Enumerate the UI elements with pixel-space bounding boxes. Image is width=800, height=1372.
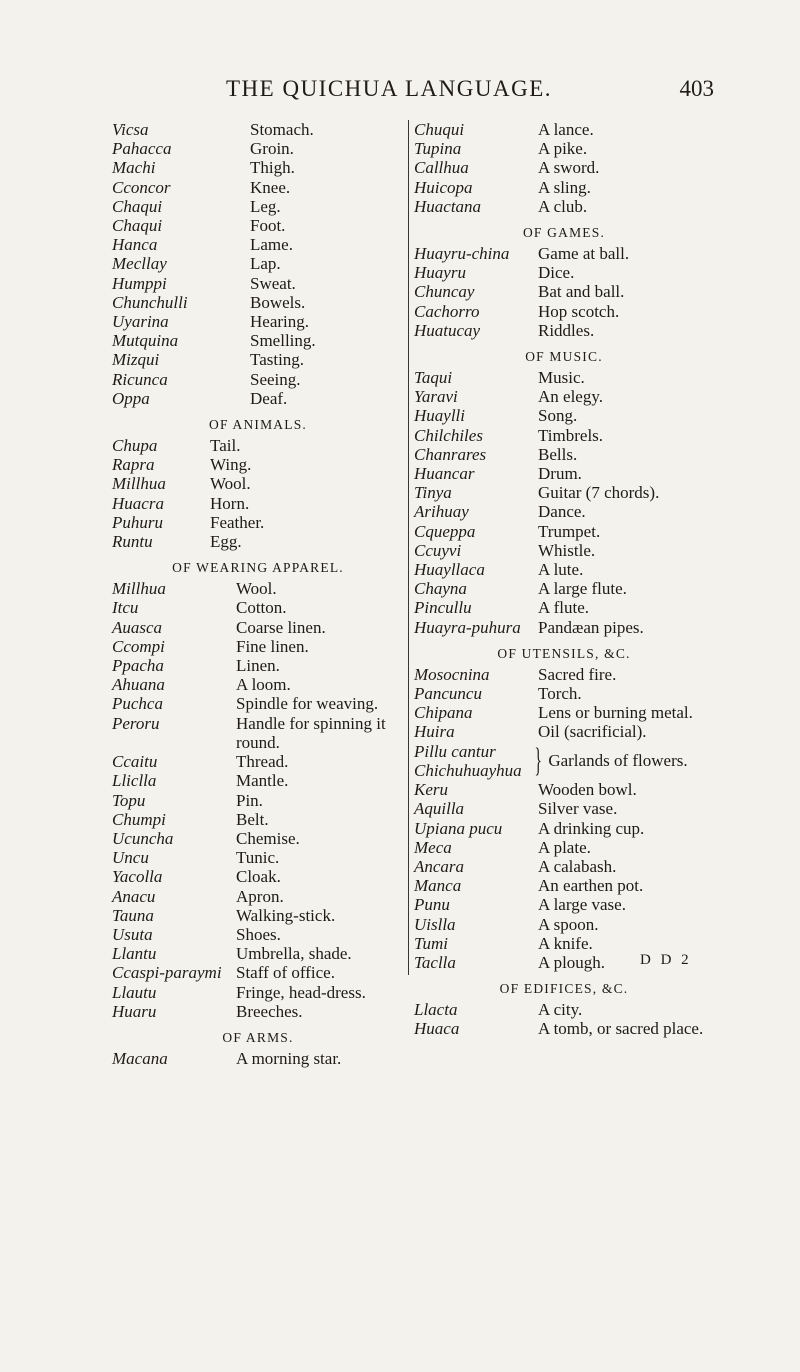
dictionary-entry — [112, 983, 404, 1002]
entry-definition: Sweat. — [250, 273, 296, 293]
entry-definition: A flute. — [538, 598, 589, 618]
entry-definition: A lance. — [538, 120, 594, 139]
entry-definition: Stomach. — [250, 120, 314, 139]
entry-definition: Wool. — [210, 474, 251, 494]
entry-term: Chipana — [414, 703, 473, 723]
entry-definition: A large flute. — [538, 579, 627, 599]
entry-term: Huancar — [414, 464, 475, 484]
entry-term: Punu — [414, 895, 450, 915]
entry-definition: Riddles. — [538, 320, 595, 340]
dictionary-entry — [112, 1049, 404, 1068]
entry-definition: Foot. — [250, 216, 286, 236]
dictionary-entry — [112, 389, 404, 408]
dictionary-entry — [112, 598, 404, 617]
dictionary-entry — [112, 370, 404, 389]
dictionary-entry — [414, 703, 714, 722]
entry-term: Chichuhuayhua — [414, 760, 522, 780]
entry-term: Tauna — [112, 905, 154, 925]
dictionary-entry — [414, 876, 714, 895]
entry-definition: Umbrella, shade. — [236, 944, 352, 964]
dictionary-entry — [112, 810, 404, 829]
entry-term: Uncu — [112, 848, 149, 868]
entry-definition: Game at ball. — [538, 244, 630, 264]
entry-definition: Smelling. — [250, 331, 316, 351]
entry-term: Chaqui — [112, 216, 163, 236]
entry-definition: Belt. — [236, 809, 269, 829]
entry-term: Chuncay — [414, 282, 475, 302]
entry-definition: A plough. — [538, 952, 606, 972]
dictionary-entry — [414, 197, 714, 216]
entry-definition: Hearing. — [250, 312, 310, 332]
entry-definition: Tunic. — [236, 848, 280, 868]
entry-definition: Wooden bowl. — [538, 780, 637, 800]
dictionary-entry — [112, 120, 404, 139]
entry-term: Millhua — [112, 579, 166, 599]
dictionary-entry — [414, 819, 714, 838]
dictionary-entry — [414, 780, 714, 799]
dictionary-entry — [414, 406, 714, 425]
entry-term: Vicsa — [112, 120, 149, 139]
dictionary-entry — [112, 637, 404, 656]
section-weapons — [414, 120, 714, 216]
entry-definition: A sword. — [538, 158, 600, 178]
entry-term: Ucuncha — [112, 828, 174, 848]
dictionary-entry — [112, 455, 404, 474]
entry-term: Machi — [112, 158, 156, 178]
dictionary-entry — [112, 675, 404, 694]
entry-definition: Garlands of flowers. — [548, 751, 688, 771]
section-title: OF ARMS. — [222, 1029, 294, 1045]
dictionary-entry — [112, 771, 404, 790]
dictionary-entry — [112, 618, 404, 637]
dictionary-entry — [414, 1000, 714, 1019]
brace-entry-garlands — [414, 742, 714, 780]
dictionary-entry — [112, 1002, 404, 1021]
entry-term: Uyarina — [112, 312, 169, 332]
dictionary-entry — [414, 139, 714, 158]
dictionary-entry — [112, 436, 404, 455]
entry-term: Pancuncu — [414, 684, 482, 704]
entry-definition: Bat and ball. — [538, 282, 625, 302]
dictionary-entry — [414, 618, 714, 637]
entry-term: Usuta — [112, 924, 153, 944]
entry-definition: Breeches. — [236, 1001, 303, 1021]
entry-definition: A drinking cup. — [538, 818, 645, 838]
entry-definition: Staff of office. — [236, 963, 335, 983]
entry-definition: Wool. — [236, 579, 277, 599]
entry-term: Pillu cantur — [414, 741, 496, 761]
entry-definition: Thread. — [236, 752, 289, 772]
section-apparel — [112, 560, 404, 1021]
entry-term: Itcu — [112, 598, 139, 618]
entry-definition: A city. — [538, 1000, 583, 1020]
entry-definition: Egg. — [210, 532, 242, 552]
entry-term: Manca — [414, 876, 462, 896]
entry-definition: Lame. — [250, 235, 293, 255]
entry-term: Cconcor — [112, 177, 171, 197]
entry-term: Puchca — [112, 694, 163, 714]
entry-definition: Bowels. — [250, 292, 306, 312]
entry-definition: Bells. — [538, 444, 578, 464]
dictionary-entry — [112, 513, 404, 532]
entry-definition: Torch. — [538, 684, 582, 704]
section-title: OF MUSIC. — [525, 349, 603, 365]
dictionary-entry — [112, 312, 404, 331]
entry-term: Mutquina — [112, 331, 179, 351]
dictionary-entry — [112, 752, 404, 771]
dictionary-entry — [112, 474, 404, 493]
entry-term: Llacta — [414, 1000, 458, 1020]
entry-definition: A lute. — [538, 560, 584, 580]
entry-definition: Deaf. — [250, 388, 288, 408]
dictionary-entry — [414, 522, 714, 541]
dictionary-entry — [414, 915, 714, 934]
entry-term: Huacra — [112, 493, 164, 513]
dictionary-entry — [414, 598, 714, 617]
section-utensils — [414, 646, 714, 972]
entry-term: Cachorro — [414, 301, 480, 321]
entry-definition: Cloak. — [236, 867, 281, 887]
entry-definition: Leg. — [250, 196, 281, 216]
entry-definition: Chemise. — [236, 828, 300, 848]
dictionary-entry — [112, 848, 404, 867]
entry-term: Upiana pucu — [414, 818, 503, 838]
entry-term: Chupa — [112, 436, 158, 456]
dictionary-entry — [414, 934, 714, 953]
entry-term: Callhua — [414, 158, 469, 178]
page-number: 403 — [679, 76, 714, 101]
entry-term: Macana — [112, 1048, 168, 1068]
entry-term: Hanca — [112, 235, 158, 255]
entry-definition: Timbrels. — [538, 425, 604, 445]
entry-definition: Dice. — [538, 263, 575, 283]
entry-definition: Pin. — [236, 790, 263, 810]
dictionary-entry — [414, 560, 714, 579]
entry-term: Rapra — [112, 455, 155, 475]
dictionary-entry — [112, 867, 404, 886]
dictionary-entry — [112, 579, 404, 598]
dictionary-entry — [414, 579, 714, 598]
entry-term: Ancara — [414, 856, 465, 876]
entry-definition: A calabash. — [538, 856, 617, 876]
dictionary-entry — [112, 694, 404, 713]
dictionary-entry — [112, 829, 404, 848]
entry-term: Ricunca — [112, 369, 168, 389]
dictionary-entry — [414, 483, 714, 502]
entry-definition: Mantle. — [236, 771, 289, 791]
section-title: OF UTENSILS, &C. — [497, 645, 631, 661]
entry-definition: Knee. — [250, 177, 291, 197]
entry-term: Huaca — [414, 1019, 460, 1039]
entry-definition: Lap. — [250, 254, 281, 274]
entry-definition: Hop scotch. — [538, 301, 620, 321]
entry-definition: Wing. — [210, 455, 252, 475]
section-edifices — [414, 981, 714, 1038]
dictionary-entry — [414, 445, 714, 464]
dictionary-entry — [112, 254, 404, 273]
dictionary-entry — [112, 925, 404, 944]
entry-term: Huayru-china — [414, 244, 510, 264]
entry-term: Huactana — [414, 196, 482, 216]
entry-definition: Fringe, head-dress. — [236, 982, 366, 1002]
dictionary-entry — [112, 350, 404, 369]
dictionary-entry — [414, 1019, 714, 1038]
dictionary-entry — [112, 494, 404, 513]
entry-term: Tupina — [414, 139, 462, 159]
entry-definition: Apron. — [236, 886, 284, 906]
entry-term: Keru — [414, 780, 448, 800]
dictionary-entry — [112, 197, 404, 216]
section-title: OF ANIMALS. — [209, 417, 307, 433]
dictionary-entry — [112, 293, 404, 312]
entry-definition: A large vase. — [538, 895, 626, 915]
entry-term: Huaru — [112, 1001, 157, 1021]
dictionary-entry — [414, 302, 714, 321]
entry-term: Ahuana — [112, 675, 165, 695]
dictionary-entry — [112, 714, 404, 752]
entry-definition: A pike. — [538, 139, 588, 159]
dictionary-entry — [112, 158, 404, 177]
entry-definition: A tomb, or sacred place. — [538, 1019, 704, 1039]
dictionary-entry — [414, 120, 714, 139]
entry-definition: A spoon. — [538, 914, 599, 934]
entry-definition: Groin. — [250, 139, 294, 159]
column-divider — [408, 120, 409, 975]
entry-definition: A loom. — [236, 675, 291, 695]
dictionary-entry — [414, 244, 714, 263]
dictionary-entry — [112, 274, 404, 293]
entry-definition: Whistle. — [538, 540, 596, 560]
section-title: OF EDIFICES, &C. — [499, 981, 629, 997]
entry-definition: Music. — [538, 368, 585, 388]
entry-definition: Trumpet. — [538, 521, 601, 541]
entry-definition: Linen. — [236, 656, 280, 676]
entry-definition: Song. — [538, 406, 578, 426]
dictionary-entry — [414, 426, 714, 445]
entry-term: Ppacha — [112, 656, 164, 676]
dictionary-entry — [112, 139, 404, 158]
printer-signature: D D 2 — [640, 952, 692, 968]
section-games — [414, 225, 714, 340]
entry-definition: Handle for spinning it round. — [236, 713, 386, 752]
entry-term: Ccuyvi — [414, 540, 462, 560]
entry-term: Taqui — [414, 368, 453, 388]
entry-definition: Oil (sacrificial). — [538, 722, 647, 742]
dictionary-entry — [112, 532, 404, 551]
entry-term: Huatucay — [414, 320, 481, 340]
entry-term: Pincullu — [414, 598, 472, 618]
entry-definition: A knife. — [538, 933, 593, 953]
entry-definition: Pandæan pipes. — [538, 617, 644, 637]
entry-term: Chilchiles — [414, 425, 483, 445]
entry-definition: An earthen pot. — [538, 876, 644, 896]
entry-term: Llantu — [112, 944, 157, 964]
dictionary-entry — [414, 178, 714, 197]
entry-term: Ccaspi-paraymi — [112, 963, 222, 983]
dictionary-entry — [414, 722, 714, 741]
entry-term: Lliclla — [112, 771, 157, 791]
section-animals — [112, 417, 404, 551]
entry-definition: Shoes. — [236, 924, 281, 944]
entry-term: Huaylli — [414, 406, 465, 426]
entry-term: Uislla — [414, 914, 456, 934]
entry-term: Aquilla — [414, 799, 465, 819]
entry-term: Runtu — [112, 532, 153, 552]
dictionary-entry — [414, 665, 714, 684]
dictionary-entry — [414, 895, 714, 914]
dictionary-entry — [414, 838, 714, 857]
entry-term: Mosocnina — [414, 664, 490, 684]
entry-definition: Tasting. — [250, 350, 305, 370]
dictionary-entry — [414, 684, 714, 703]
entry-term: Huira — [414, 722, 455, 742]
entry-term: Meca — [414, 837, 452, 857]
entry-definition: Walking-stick. — [236, 905, 336, 925]
entry-definition: Horn. — [210, 493, 250, 513]
dictionary-entry — [112, 944, 404, 963]
dictionary-entry — [112, 331, 404, 350]
dictionary-entry — [414, 502, 714, 521]
entry-term: Arihuay — [414, 502, 469, 522]
entry-term: Huayllaca — [414, 560, 485, 580]
dictionary-entry — [112, 906, 404, 925]
dictionary-entry — [414, 387, 714, 406]
entry-definition: Cotton. — [236, 598, 287, 618]
entry-term: Chaqui — [112, 196, 163, 216]
entry-term: Tinya — [414, 483, 452, 503]
entry-term: Pahacca — [112, 139, 172, 159]
entry-definition: An elegy. — [538, 387, 603, 407]
entry-definition: A sling. — [538, 177, 591, 197]
entry-term: Yacolla — [112, 867, 163, 887]
entry-definition: Lens or burning metal. — [538, 703, 693, 723]
entry-definition: Dance. — [538, 502, 586, 522]
dictionary-entry — [414, 263, 714, 282]
dictionary-entry — [112, 963, 404, 982]
entry-definition: Sacred fire. — [538, 664, 617, 684]
entry-term: Huayra-puhura — [414, 617, 521, 637]
brace-terms — [414, 742, 532, 780]
dictionary-entry — [112, 791, 404, 810]
entry-term: Ccompi — [112, 636, 165, 656]
entry-term: Huicopa — [414, 177, 473, 197]
entry-term: Taclla — [414, 952, 456, 972]
entry-term: Humppi — [112, 273, 167, 293]
entry-term: Chanrares — [414, 444, 487, 464]
entry-term: Chunchulli — [112, 292, 188, 312]
entry-term: Chayna — [414, 579, 467, 599]
entry-term: Millhua — [112, 474, 166, 494]
dictionary-entry — [414, 321, 714, 340]
entry-term: Anacu — [112, 886, 156, 906]
entry-term: Ccaitu — [112, 752, 158, 772]
entry-definition: Fine linen. — [236, 636, 309, 656]
section-music — [414, 349, 714, 637]
section-arms — [112, 1030, 404, 1068]
entry-definition: Seeing. — [250, 369, 301, 389]
entry-term: Peroru — [112, 713, 160, 733]
entry-term: Huayru — [414, 263, 466, 283]
entry-term: Oppa — [112, 388, 150, 408]
dictionary-entry — [414, 282, 714, 301]
entry-term: Yaravi — [414, 387, 458, 407]
dictionary-entry — [112, 216, 404, 235]
running-head — [0, 76, 800, 112]
entry-term: Tumi — [414, 933, 449, 953]
entry-term: Mecllay — [112, 254, 167, 274]
entry-term: Auasca — [112, 617, 163, 637]
section-body-parts — [112, 120, 404, 408]
entry-definition: Drum. — [538, 464, 582, 484]
entry-definition: Feather. — [210, 512, 265, 532]
entry-definition: A club. — [538, 196, 588, 216]
dictionary-entry — [414, 368, 714, 387]
section-title: OF WEARING APPAREL. — [172, 560, 344, 576]
entry-definition: Guitar (7 chords). — [538, 483, 660, 503]
dictionary-entry — [112, 887, 404, 906]
right-column — [414, 120, 714, 1039]
running-title: THE QUICHUA LANGUAGE. — [226, 76, 552, 101]
entry-term: Llautu — [112, 982, 157, 1002]
dictionary-entry — [112, 235, 404, 254]
entry-definition: A plate. — [538, 837, 591, 857]
dictionary-entry — [414, 158, 714, 177]
entry-term: Cqueppa — [414, 521, 476, 541]
entry-definition: A morning star. — [236, 1048, 342, 1068]
entry-definition: Thigh. — [250, 158, 295, 178]
section-title: OF GAMES. — [522, 225, 606, 241]
left-column — [112, 120, 404, 1068]
entry-term: Chumpi — [112, 809, 166, 829]
entry-definition: Spindle for weaving. — [236, 694, 379, 714]
dictionary-entry — [414, 799, 714, 818]
brace-glyph: } — [534, 741, 542, 779]
dictionary-entry — [112, 656, 404, 675]
entry-definition: Silver vase. — [538, 799, 618, 819]
dictionary-entry — [112, 178, 404, 197]
entry-definition: Coarse linen. — [236, 617, 326, 637]
entry-term: Topu — [112, 790, 146, 810]
entry-definition: Tail. — [210, 436, 241, 456]
entry-term: Chuqui — [414, 120, 465, 139]
entry-term: Puhuru — [112, 512, 163, 532]
dictionary-entry — [414, 541, 714, 560]
dictionary-entry — [414, 857, 714, 876]
dictionary-entry — [414, 464, 714, 483]
entry-term: Mizqui — [112, 350, 160, 370]
